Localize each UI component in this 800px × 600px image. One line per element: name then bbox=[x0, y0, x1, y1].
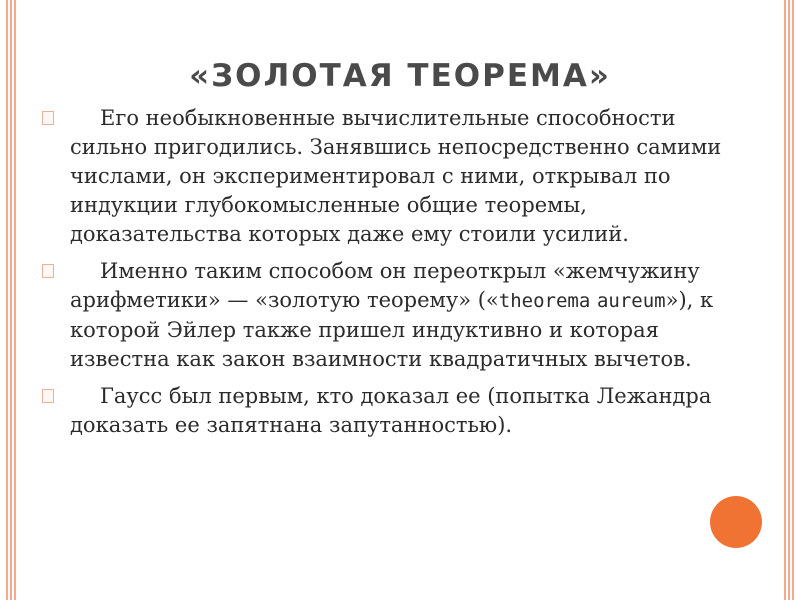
latin-word-theorema: theorema bbox=[498, 290, 591, 312]
paragraph-3-text: Гаусс был первым, кто доказал ее (попытка Лежандра доказать ее запятнана запутанностью). bbox=[70, 384, 712, 437]
paragraph-2-text-before: Именно таким способом он переоткрыл «жемчужину арифметики» — «золотую теорему» (« bbox=[70, 259, 700, 312]
paragraph-3 bbox=[70, 382, 750, 440]
paragraph-2 bbox=[70, 257, 750, 374]
slide-title: «ЗОЛОТАЯ ТЕОРЕМА» bbox=[189, 58, 611, 94]
decorative-circle-icon bbox=[710, 496, 762, 548]
bullet-icon bbox=[42, 264, 54, 278]
bullet-icon bbox=[42, 389, 54, 403]
paragraph-1 bbox=[70, 104, 750, 249]
paragraph-1-text: Его необыкновенные вычислительные способности сильно пригодились. Занявшись непосредственно самими числами, он экспериментировал с ними, открывал по индукции глубокомысленные общие теоремы, доказательства которых даже ему стоили усилий. bbox=[70, 106, 722, 246]
slide-body bbox=[70, 104, 750, 448]
bullet-icon bbox=[42, 111, 54, 125]
paragraph-2-space bbox=[590, 288, 597, 312]
latin-word-aureum: aureum bbox=[596, 290, 666, 312]
paragraph-2-text-after: »), к которой Эйлер также пришел индуктивно и которая известна как закон взаимности квадратичных вычетов. bbox=[70, 288, 714, 371]
